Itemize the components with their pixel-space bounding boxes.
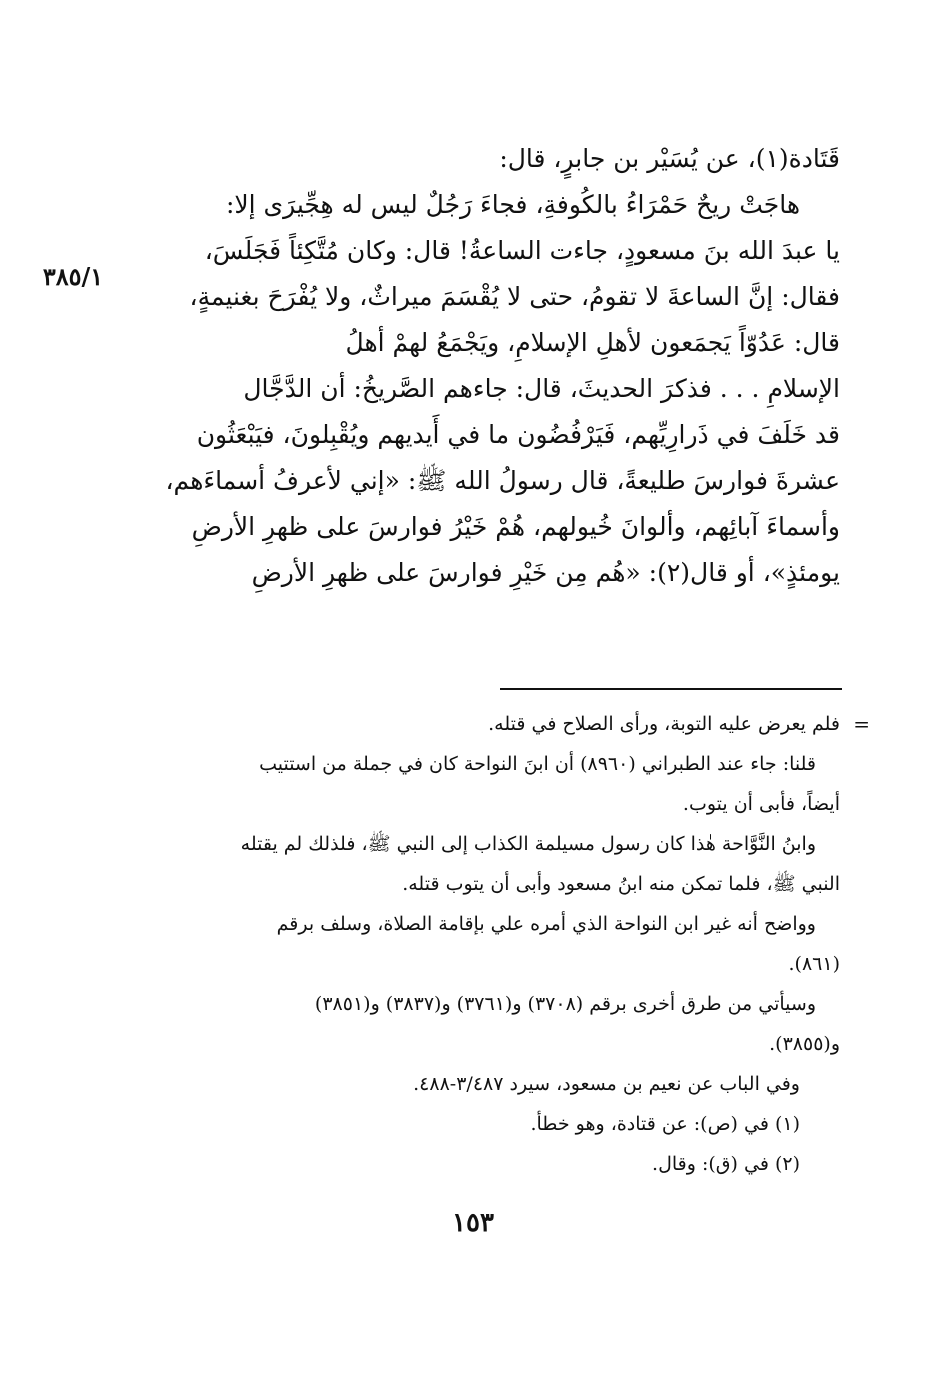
footnote-entry-1: (١) في (ص): عن قتادة، وهو خطأ. bbox=[530, 1113, 800, 1135]
main-line: يومئذٍ»، أو قال(٢): «هُم مِن خَيْرِ فوارسَ على ظهرِ الأرضِ bbox=[251, 558, 840, 587]
footnote-line: النبي ﷺ، فلما تمكن منه ابنُ مسعود وأبى أن يتوب قتله. bbox=[402, 873, 840, 895]
footnote-line: وفي الباب عن نعيم بن مسعود، سيرد ٣/٤٨٧-٤٨٨. bbox=[413, 1073, 800, 1095]
main-text bbox=[140, 136, 840, 596]
main-line: يا عبدَ الله بنَ مسعودٍ، جاءت الساعةُ! قال: وكان مُتَّكِئاً فَجَلَسَ، bbox=[204, 236, 840, 265]
footnote-line: و(٣٨٥٥). bbox=[769, 1033, 840, 1055]
main-line: قَتَادة(١)، عن يُسَيْر بن جابرٍ، قال: bbox=[499, 144, 840, 173]
main-line: هاجَتْ ريحٌ حَمْرَاءُ بالكُوفةِ، فجاءَ رَجُلٌ ليس له هِجِّيرَى إلا: bbox=[225, 190, 800, 219]
main-line: عشرةَ فوارسَ طليعةً، قال رسولُ الله ﷺ: «إني لأعرفُ أسماءَهم، bbox=[165, 466, 840, 495]
footnotes bbox=[140, 704, 870, 1184]
footnote-line: وابنُ النَّوَّاحة هٰذا كان رسول مسيلمة الكذاب إلى النبي ﷺ، فلذلك لم يقتله bbox=[240, 833, 816, 855]
main-line: قال: عَدُوّاً يَجمَعون لأهلِ الإسلامِ، ويَجْمَعُ لهمْ أهلُ bbox=[345, 328, 840, 357]
footnote-line: وسيأتي من طرق أخرى برقم (٣٧٠٨) و(٣٧٦١) و(٣٨٣٧) و(٣٨٥١) bbox=[314, 993, 816, 1015]
main-line: فقال: إنَّ الساعةَ لا تقومُ، حتى لا يُقْسَمَ ميراثٌ، ولا يُفْرَحَ بغنيمةٍ، bbox=[189, 282, 840, 311]
footnote-line: أيضاً، فأبى أن يتوب. bbox=[682, 793, 840, 815]
footnote-line: (٨٦١). bbox=[788, 953, 840, 975]
footnote-line: وواضح أنه غير ابن النواحة الذي أمره علي بإقامة الصلاة، وسلف برقم bbox=[276, 913, 816, 935]
margin-reference: ٣٨٥/١ bbox=[42, 262, 104, 291]
main-line: وأسماءَ آبائِهم، وألوانَ خُيولهم، هُمْ خَيْرُ فوارسَ على ظهرِ الأرضِ bbox=[191, 512, 840, 541]
footnote-entry-2: (٢) في (ق): وقال. bbox=[652, 1153, 800, 1175]
main-line: الإسلامِ . . . فذكرَ الحديثَ، قال: جاءهم الصَّريخُ: أن الدَّجَّال bbox=[243, 374, 840, 403]
footnote-continuation-mark: = bbox=[853, 712, 870, 736]
footnote-line: قلنا: جاء عند الطبراني (٨٩٦٠) أن ابنَ النواحة كان في جملة من استتيب bbox=[259, 753, 816, 775]
main-line: قد خَلَفَ في ذَرارِيِّهم، فَيَرْفُضُون ما في أَيديهم ويُقْبِلونَ، فيَبْعَثُون bbox=[196, 420, 840, 449]
footnote-line: فلم يعرض عليه التوبة، ورأى الصلاح في قتله. bbox=[488, 713, 840, 735]
footnote-divider bbox=[500, 688, 842, 690]
page-number: ١٥٣ bbox=[452, 1208, 494, 1238]
